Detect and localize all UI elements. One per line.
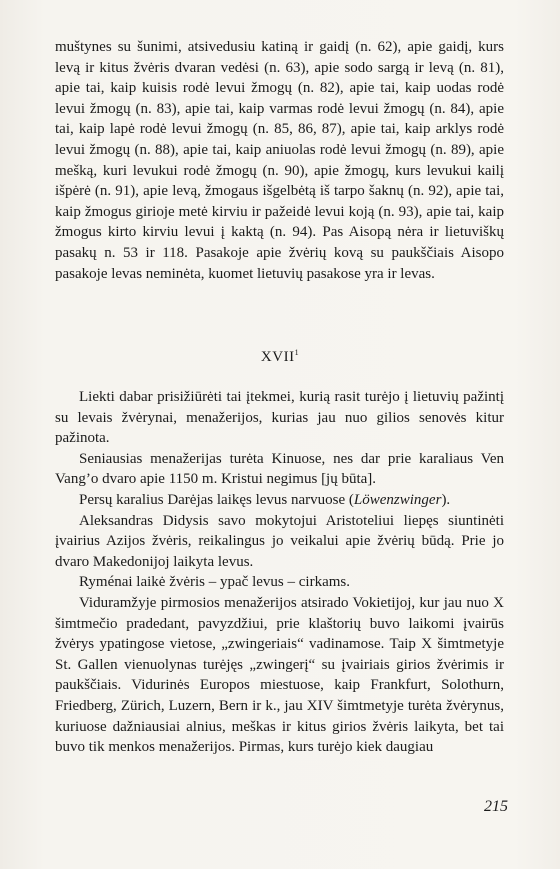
section-body bbox=[55, 387, 504, 758]
paragraph-6: Viduramžyje pirmosios menažerijos atsirado Vokietijoj, kur jau nuo X šimtmečio pradedant, pavyzdžiui, prie klaštorių buvo laikomi įvairūs žvėrys ypatingose vietose, „zwingeriais“ vadinamose. Taip X šimtmetyje St. Gallen vienuolynas turėjęs „zwingerį“ su įvairiais girios žvėrimis ir paukščiais. Vidurinės Europos miestuose, kaip Frankfurt, Solothurn, Friedberg, Zürich, Luzern, Bern ir k., jau XIV šimtmetyje turėta žvėrynus, kuriuose dažniausiai alnius, meškas ir kitus girios žvėris laikyta, bet tai buvo tik menkos menažerijos. Pirmas, kurs turėjo kiek daugiau bbox=[55, 594, 504, 756]
section-heading-text: XVII bbox=[260, 349, 295, 365]
paragraph-1: Liekti dabar prisižiūrėti tai įtekmei, kurią rasit turėjo į lietuvių pažintį su levais žvėrynai, menažerijos, kurias jau nuo gilios senovės kitur pažinota. bbox=[55, 389, 504, 447]
paragraph-4: Aleksandras Didysis savo mokytojui Aristoteliui liepęs siuntinėti įvairius Azijos žvėris, reikalingus jo veikalui apie žvėrių būdą. Prie jo dvaro Makedonijoj laikyta levus. bbox=[55, 512, 504, 570]
paragraph-3-close: ). bbox=[441, 491, 451, 508]
paragraph-5: Ryménai laikė žvėris – ypač levus – cirkams. bbox=[79, 574, 350, 591]
heading-footnote-mark: 1 bbox=[294, 348, 300, 357]
paragraph-2: Seniausias menažerijas turėta Kinuose, nes dar prie karaliaus Ven Vang’o dvaro apie 1150 m. Kristui negimus [jų būta]. bbox=[55, 450, 504, 488]
paragraph-3-open-paren: ( bbox=[348, 491, 354, 508]
paragraph-3-text: Persų karalius Darėjas laikęs levus narvuose bbox=[79, 491, 349, 508]
paragraph-3 bbox=[55, 490, 504, 511]
top-paragraph: muštynes su šunimi, atsivedusiu katiną ir gaidį (n. 62), apie gaidį, kurs levą ir kitus žvėris dvaran vedėsi (n. 63), apie sodo sargą ir levą (n. 81), apie tai, kaip kuisis rodė levui žmogų (n. 82), apie tai, kaip uodas rodė levui žmogų (n. 83), apie tai, kaip varmas rodė levui žmogų (n. 84), apie tai, kaip lapė rodė levui žmogų (n. 85, 86, 87), apie tai, kaip arklys rodė levui žmogų (n. 88), apie tai, kaip aniuolas rodė levui žmogų (n. 89), apie mešką, kuri levukui rodė žmogų (n. 90), apie žmogų, kurs levukui kailį išpėrė (n. 91), apie levą, žmogaus išgelbėtą iš tarpo šaknų (n. 92), apie tai, kaip žmogus girioje metė kirviu ir pažeidė levui koją (n. 93), apie tai, kaip žmogus kirto kirviu levui į kaktą (n. 94). Pas Aisopą nėra ir lietuviškų pasakų n. 53 ir 118. Pasakoje apie žvėrių kovą su paukščiais Aisopo pasakoje levas neminėta, kuomet lietuvių pasakose yra ir levas. bbox=[55, 39, 504, 282]
paragraph-3-italic-term: Löwenzwinger bbox=[353, 491, 442, 508]
top-text-block bbox=[55, 37, 504, 284]
page-number: 215 bbox=[484, 798, 508, 815]
section-heading bbox=[0, 348, 560, 366]
